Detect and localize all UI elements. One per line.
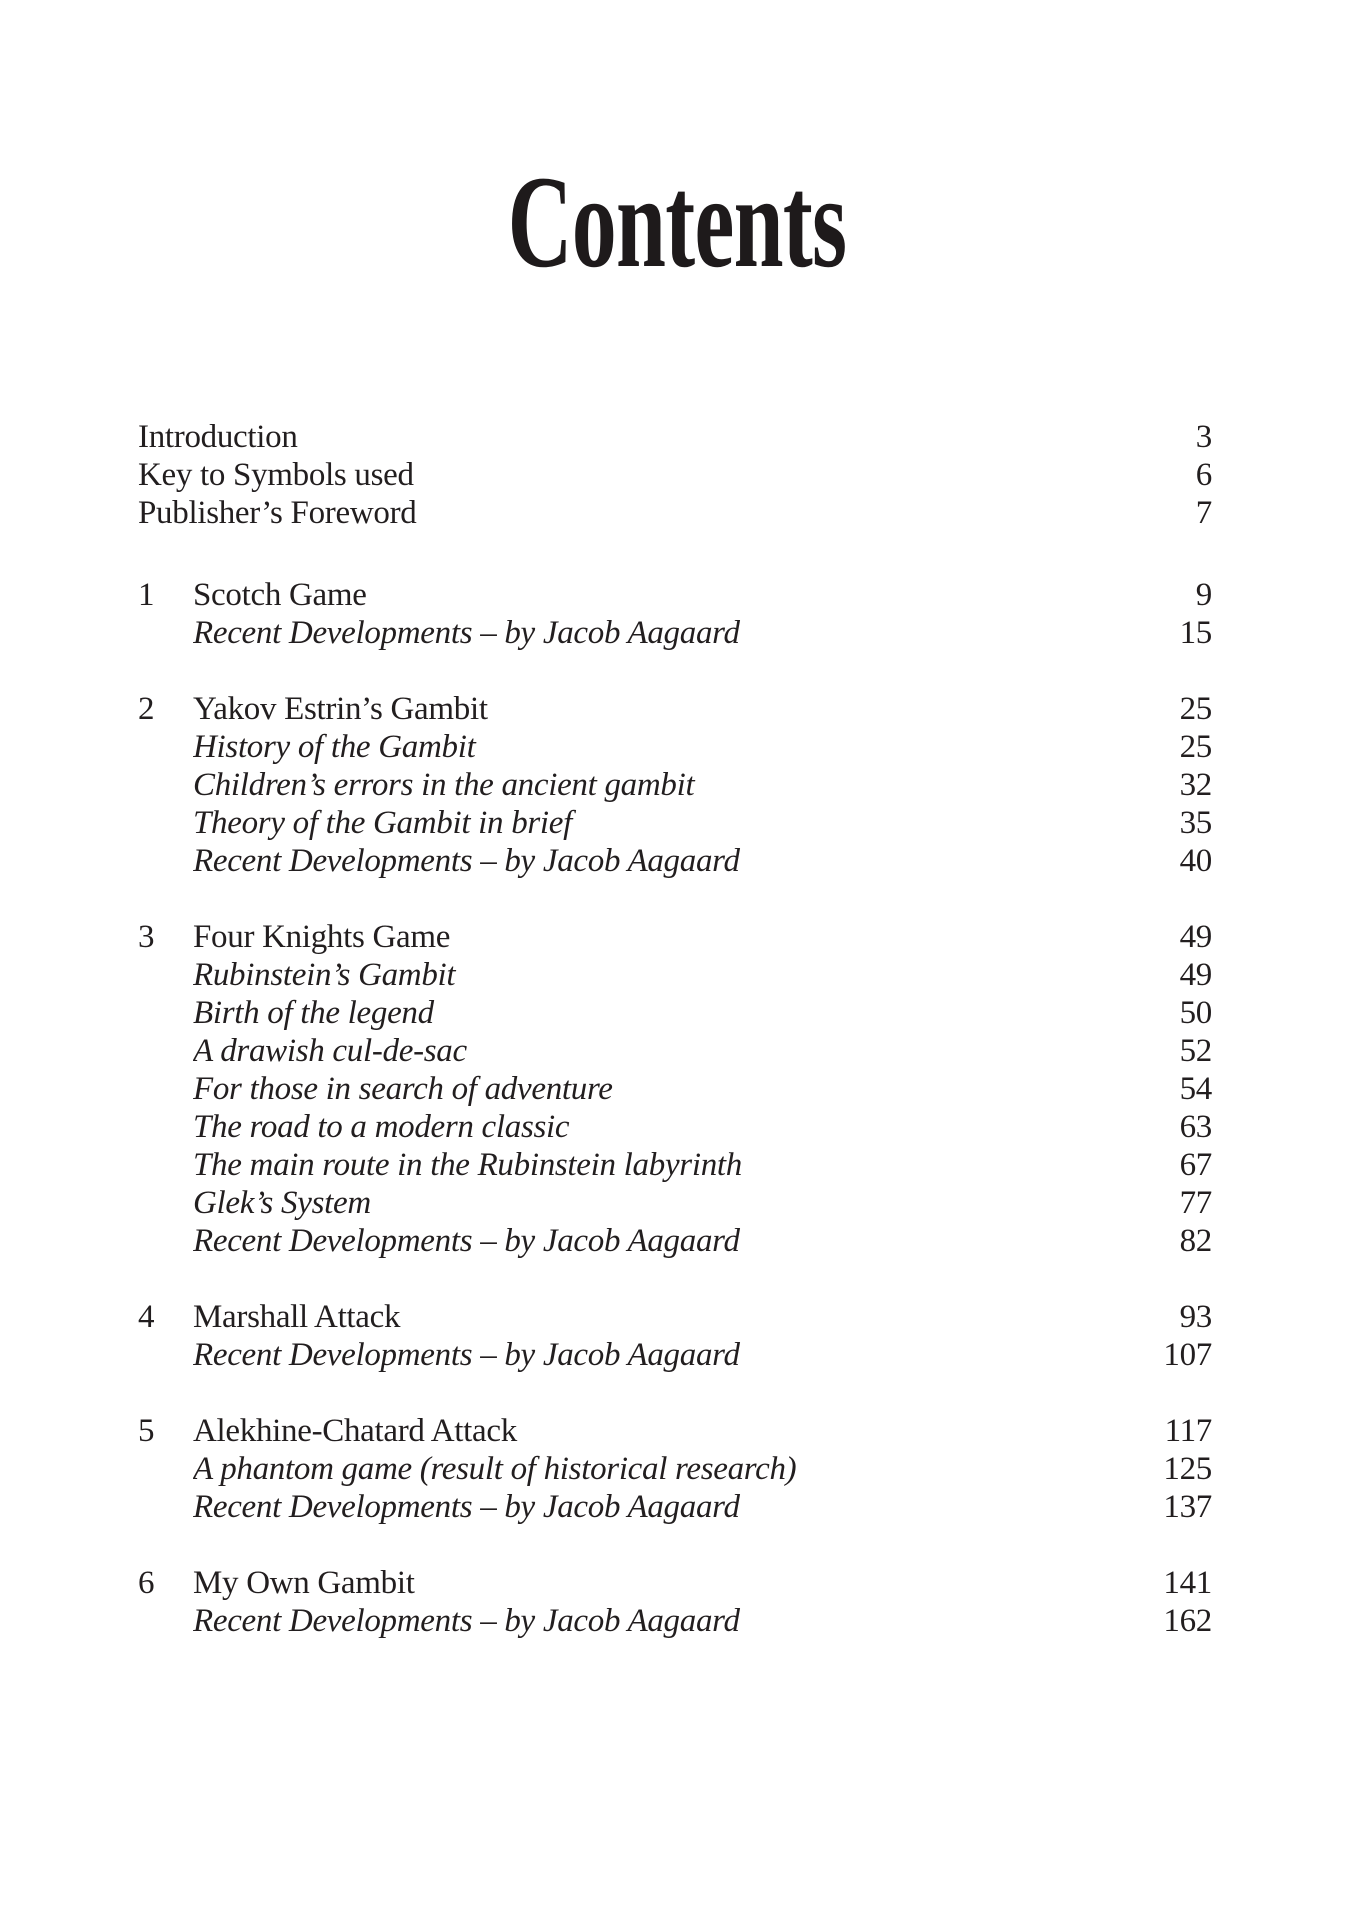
entry-page-number: 49 bbox=[1179, 919, 1212, 955]
entry-page-number: 54 bbox=[1179, 1071, 1212, 1107]
entry-label: Introduction bbox=[138, 419, 298, 455]
entry-number: 1 bbox=[138, 577, 155, 613]
entry-label: Theory of the Gambit in brief bbox=[193, 805, 573, 841]
entry-number: 6 bbox=[138, 1565, 155, 1601]
entry-page-number: 82 bbox=[1179, 1223, 1212, 1259]
entry-label: Recent Developments – by Jacob Aagaard bbox=[193, 843, 740, 879]
entry-label: Recent Developments – by Jacob Aagaard bbox=[193, 1337, 740, 1373]
entry-page-number: 107 bbox=[1163, 1337, 1212, 1373]
entry-label: Scotch Game bbox=[193, 577, 367, 613]
toc-section-entry bbox=[138, 1336, 1212, 1374]
toc-chapter-entry bbox=[138, 918, 1212, 956]
entry-page-number: 15 bbox=[1179, 615, 1212, 651]
toc-chapter-entry bbox=[138, 1564, 1212, 1602]
chapter-group bbox=[138, 918, 1212, 1260]
entry-label: Glek’s System bbox=[193, 1185, 371, 1221]
entry-label: Recent Developments – by Jacob Aagaard bbox=[193, 615, 740, 651]
toc-section-entry bbox=[138, 1488, 1212, 1526]
toc-chapter-entry bbox=[138, 576, 1212, 614]
entry-page-number: 32 bbox=[1179, 767, 1212, 803]
toc-section-entry bbox=[138, 728, 1212, 766]
entry-page-number: 7 bbox=[1195, 495, 1212, 531]
entry-page-number: 25 bbox=[1179, 691, 1212, 727]
toc-chapter-entry bbox=[138, 1412, 1212, 1450]
entry-page-number: 3 bbox=[1195, 419, 1212, 455]
entry-page-number: 93 bbox=[1179, 1299, 1212, 1335]
entry-label: A drawish cul-de-sac bbox=[193, 1033, 467, 1069]
entry-number: 2 bbox=[138, 691, 155, 727]
toc-front-entry bbox=[138, 418, 1212, 456]
entry-label: Yakov Estrin’s Gambit bbox=[193, 691, 488, 727]
toc-section-entry bbox=[138, 1146, 1212, 1184]
entry-page-number: 52 bbox=[1179, 1033, 1212, 1069]
chapter-group bbox=[138, 1564, 1212, 1640]
entry-page-number: 117 bbox=[1164, 1413, 1212, 1449]
entry-label: History of the Gambit bbox=[193, 729, 476, 765]
entry-label: My Own Gambit bbox=[193, 1565, 415, 1601]
toc-section-entry bbox=[138, 1108, 1212, 1146]
toc-chapter-entry bbox=[138, 1298, 1212, 1336]
toc-section-entry bbox=[138, 1032, 1212, 1070]
entry-label: Children’s errors in the ancient gambit bbox=[193, 767, 695, 803]
chapter-group bbox=[138, 1412, 1212, 1526]
entry-page-number: 137 bbox=[1163, 1489, 1212, 1525]
toc-section-entry bbox=[138, 1602, 1212, 1640]
toc-section-entry bbox=[138, 1450, 1212, 1488]
entry-label: Publisher’s Foreword bbox=[138, 495, 417, 531]
entry-label: Marshall Attack bbox=[193, 1299, 401, 1335]
page-title: Contents bbox=[507, 148, 847, 295]
toc-section-entry bbox=[138, 804, 1212, 842]
entry-label: Recent Developments – by Jacob Aagaard bbox=[193, 1489, 740, 1525]
entry-label: Recent Developments – by Jacob Aagaard bbox=[193, 1603, 740, 1639]
entry-page-number: 162 bbox=[1163, 1603, 1212, 1639]
toc-chapter-entry bbox=[138, 690, 1212, 728]
entry-label: Key to Symbols used bbox=[138, 457, 414, 493]
entry-label: Recent Developments – by Jacob Aagaard bbox=[193, 1223, 740, 1259]
entry-label: Birth of the legend bbox=[193, 995, 434, 1031]
entry-page-number: 25 bbox=[1179, 729, 1212, 765]
entry-label: For those in search of adventure bbox=[193, 1071, 613, 1107]
entry-page-number: 141 bbox=[1163, 1565, 1212, 1601]
entry-page-number: 9 bbox=[1195, 577, 1212, 613]
entry-page-number: 40 bbox=[1179, 843, 1212, 879]
entry-label: A phantom game (result of historical research) bbox=[193, 1451, 797, 1487]
toc-section-entry bbox=[138, 614, 1212, 652]
toc-section-entry bbox=[138, 956, 1212, 994]
entry-number: 3 bbox=[138, 919, 155, 955]
toc-section-entry bbox=[138, 766, 1212, 804]
entry-label: Four Knights Game bbox=[193, 919, 451, 955]
toc-section-entry bbox=[138, 842, 1212, 880]
toc-section-entry bbox=[138, 1184, 1212, 1222]
toc-section-entry bbox=[138, 994, 1212, 1032]
entry-page-number: 35 bbox=[1179, 805, 1212, 841]
toc-front-entry bbox=[138, 456, 1212, 494]
toc-section-entry bbox=[138, 1070, 1212, 1108]
entry-label: Alekhine-Chatard Attack bbox=[193, 1413, 517, 1449]
entry-number: 5 bbox=[138, 1413, 155, 1449]
entry-label: Rubinstein’s Gambit bbox=[193, 957, 456, 993]
chapter-group bbox=[138, 1298, 1212, 1374]
entry-page-number: 67 bbox=[1179, 1147, 1212, 1183]
toc-front-entry bbox=[138, 494, 1212, 532]
entry-page-number: 77 bbox=[1179, 1185, 1212, 1221]
entry-page-number: 125 bbox=[1163, 1451, 1212, 1487]
entry-number: 4 bbox=[138, 1299, 155, 1335]
chapter-group bbox=[138, 690, 1212, 880]
entry-label: The main route in the Rubinstein labyrinth bbox=[193, 1147, 742, 1183]
entry-page-number: 6 bbox=[1195, 457, 1212, 493]
entry-page-number: 50 bbox=[1179, 995, 1212, 1031]
entry-label: The road to a modern classic bbox=[193, 1109, 570, 1145]
entry-page-number: 49 bbox=[1179, 957, 1212, 993]
chapter-group bbox=[138, 576, 1212, 652]
entry-page-number: 63 bbox=[1179, 1109, 1212, 1145]
toc-list bbox=[138, 418, 1212, 1640]
toc-section-entry bbox=[138, 1222, 1212, 1260]
